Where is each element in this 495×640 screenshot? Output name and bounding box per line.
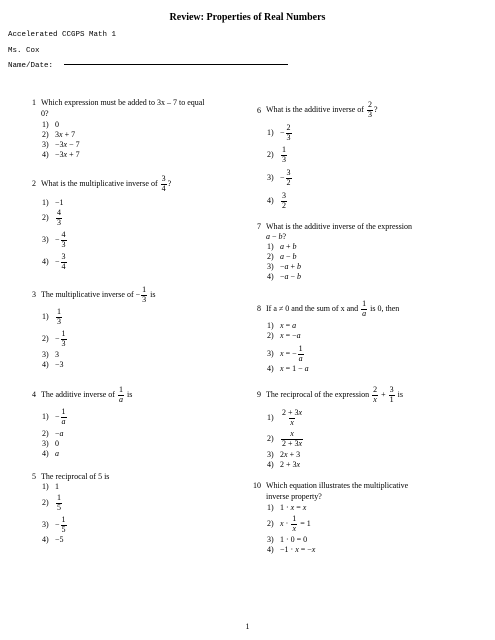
choice-3: 3) −3x − 7 xyxy=(42,140,80,149)
choice-4: 4) 2 + 3x xyxy=(267,460,301,469)
choice-3: 3) 3 xyxy=(42,350,59,359)
question-stem: If a ≠ 0 and the sum of x and xyxy=(266,303,359,313)
question-number: 6 xyxy=(257,106,261,115)
question-8: 8 If a ≠ 0 and the sum of x and $\frac{1}{a}$ is 0, then 1) x = a 2) x = −a 3) x = − $\frac{1}{a}$ 4) x = 1 − a xyxy=(247,298,487,383)
choice-4: 4) a xyxy=(42,449,59,458)
fraction: $\frac{1}{a}$ xyxy=(118,385,123,404)
question-5 xyxy=(22,472,242,552)
choice-1: 1) $\frac{2 + 3x}{x}$ xyxy=(267,408,303,427)
choice-1: 1) a + b xyxy=(267,242,297,251)
question-stem: The additive inverse of xyxy=(41,389,115,399)
choice-2: 2) 3x + 7 xyxy=(42,130,76,139)
question-stem: Which equation illustrates the multiplicative xyxy=(266,481,409,490)
fraction: $\frac{3}{4}$ xyxy=(161,174,166,193)
question-stem: The multiplicative inverse of xyxy=(41,289,134,299)
choice-3: 3) −a + b xyxy=(267,262,302,271)
question-number: 10 xyxy=(253,481,261,490)
question-stem-continued: inverse property? xyxy=(266,492,322,501)
choice-1: 1) 0 xyxy=(42,120,59,129)
choice-2: 2) x · $\frac{1}{x}$ = 1 xyxy=(267,514,311,533)
fraction: $\frac{2}{3}$ xyxy=(367,100,372,119)
choice-3: 3) 2x + 3 xyxy=(267,450,301,459)
question-2: 2 What is the multiplicative inverse of $\frac{3}{4}$ ? 1) −1 2) $\frac{4}{3}$ 3) − $\frac{4}{3}$ 4) − $\frac{3}{4}$ xyxy=(22,173,242,273)
question-number: 7 xyxy=(257,222,261,231)
name-date-label: Name/Date: xyxy=(8,62,54,70)
choice-4: 4) −3x + 7 xyxy=(42,150,80,159)
choice-4: 4) $\frac{3}{2}$ xyxy=(267,191,286,210)
page-number: 1 xyxy=(245,622,250,631)
choice-3: 3) − $\frac{3}{2}$ xyxy=(267,168,291,187)
choice-1: 1) − $\frac{1}{a}$ xyxy=(42,407,66,426)
question-number: 4 xyxy=(32,390,36,399)
choice-3: 3) x = − $\frac{1}{a}$ xyxy=(267,344,303,363)
choice-1: 1) 1 · x = x xyxy=(267,503,307,512)
choice-3: 3) 0 xyxy=(42,439,59,448)
choice-4: 4) −1 · x = −x xyxy=(267,545,316,554)
question-3: 3 The multiplicative inverse of − $\frac{1}{3}$ is 1) $\frac{1}{3}$ 2) − $\frac{1}{3}$ 3) 3 4) −3 xyxy=(22,284,242,384)
choice-3: 3) 1 · 0 = 0 xyxy=(267,535,308,544)
question-7: 7 What is the additive inverse of the expression a − b? 1) a + b 2) a − b 3) −a + b 4) −a − b xyxy=(247,222,487,292)
fraction: $\frac{1}{a}$ xyxy=(362,299,367,318)
question-number: 8 xyxy=(257,304,261,313)
choice-1: 1) $\frac{1}{3}$ xyxy=(42,307,61,326)
question-stem: What is the additive inverse of the expression xyxy=(266,222,412,231)
course-name: Accelerated CCGPS Math 1 xyxy=(8,31,117,39)
question-stem: The reciprocal of 5 is xyxy=(41,472,110,481)
choice-2: 2) $\frac{x}{2 + 3x}$ xyxy=(267,429,303,448)
choice-2: 2) $\frac{4}{3}$ xyxy=(42,208,61,227)
choice-2: 2) x = −a xyxy=(267,331,301,340)
choice-1: 1) −1 xyxy=(42,198,64,207)
teacher-name: Ms. Cox xyxy=(8,47,40,55)
choice-2: 2) a − b xyxy=(267,252,297,261)
question-stem: What is the additive inverse of xyxy=(266,104,364,114)
question-stem: Which expression must be added to 3x – 7 to equal xyxy=(41,98,205,107)
question-number: 5 xyxy=(32,472,36,481)
choice-4: 4) x = 1 − a xyxy=(267,364,309,373)
choice-4: 4) −3 xyxy=(42,360,64,369)
question-number: 1 xyxy=(32,98,36,107)
choice-3: 3) − $\frac{1}{5}$ xyxy=(42,515,66,534)
question-1 xyxy=(22,98,242,168)
choice-3: 3) − $\frac{4}{3}$ xyxy=(42,230,66,249)
choice-4: 4) −a − b xyxy=(267,272,302,281)
page-title: Review: Properties of Real Numbers xyxy=(169,12,326,23)
choice-2: 2) $\frac{1}{5}$ xyxy=(42,493,61,512)
fraction: $\frac{1}{3}$ xyxy=(142,285,147,304)
question-stem-continued: 0? xyxy=(41,109,49,118)
choice-4: 4) − $\frac{3}{4}$ xyxy=(42,252,66,271)
question-6: 6 What is the additive inverse of $\frac{2}{3}$ ? 1) − $\frac{2}{3}$ 2) $\frac{1}{3}$ 3) − $\frac{3}{2}$ 4) $\frac{3}{2}$ xyxy=(247,98,487,213)
question-10 xyxy=(247,481,487,566)
question-number: 2 xyxy=(32,179,36,188)
choice-1: 1) − $\frac{2}{3}$ xyxy=(267,123,291,142)
choice-2: 2) −a xyxy=(42,429,64,438)
choice-2: 2) $\frac{1}{3}$ xyxy=(267,145,286,164)
question-stem: The reciprocal of the expression xyxy=(266,389,370,399)
question-stem: What is the multiplicative inverse of xyxy=(41,178,158,188)
choice-1: 1) x = a xyxy=(267,321,297,330)
choice-4: 4) −5 xyxy=(42,535,64,544)
fraction: $\frac{3}{1}$ xyxy=(389,385,394,404)
question-number: 9 xyxy=(257,390,261,399)
question-number: 3 xyxy=(32,290,36,299)
choice-1: 1) 1 xyxy=(42,482,59,491)
question-9: 9 The reciprocal of the expression $\frac{2}{x}$ + $\frac{3}{1}$ is 1) $\frac{2 + 3x}{x}$ 2) $\frac{x}{2 + 3x}$ 3) 2x + 3 4) 2 + 3x xyxy=(247,384,487,474)
fraction: $\frac{2}{x}$ xyxy=(373,385,378,404)
choice-2: 2) − $\frac{1}{3}$ xyxy=(42,329,66,348)
question-4: 4 The additive inverse of $\frac{1}{a}$ is 1) − $\frac{1}{a}$ 2) −a 3) 0 4) a xyxy=(22,384,242,464)
name-date-blank xyxy=(64,64,288,65)
